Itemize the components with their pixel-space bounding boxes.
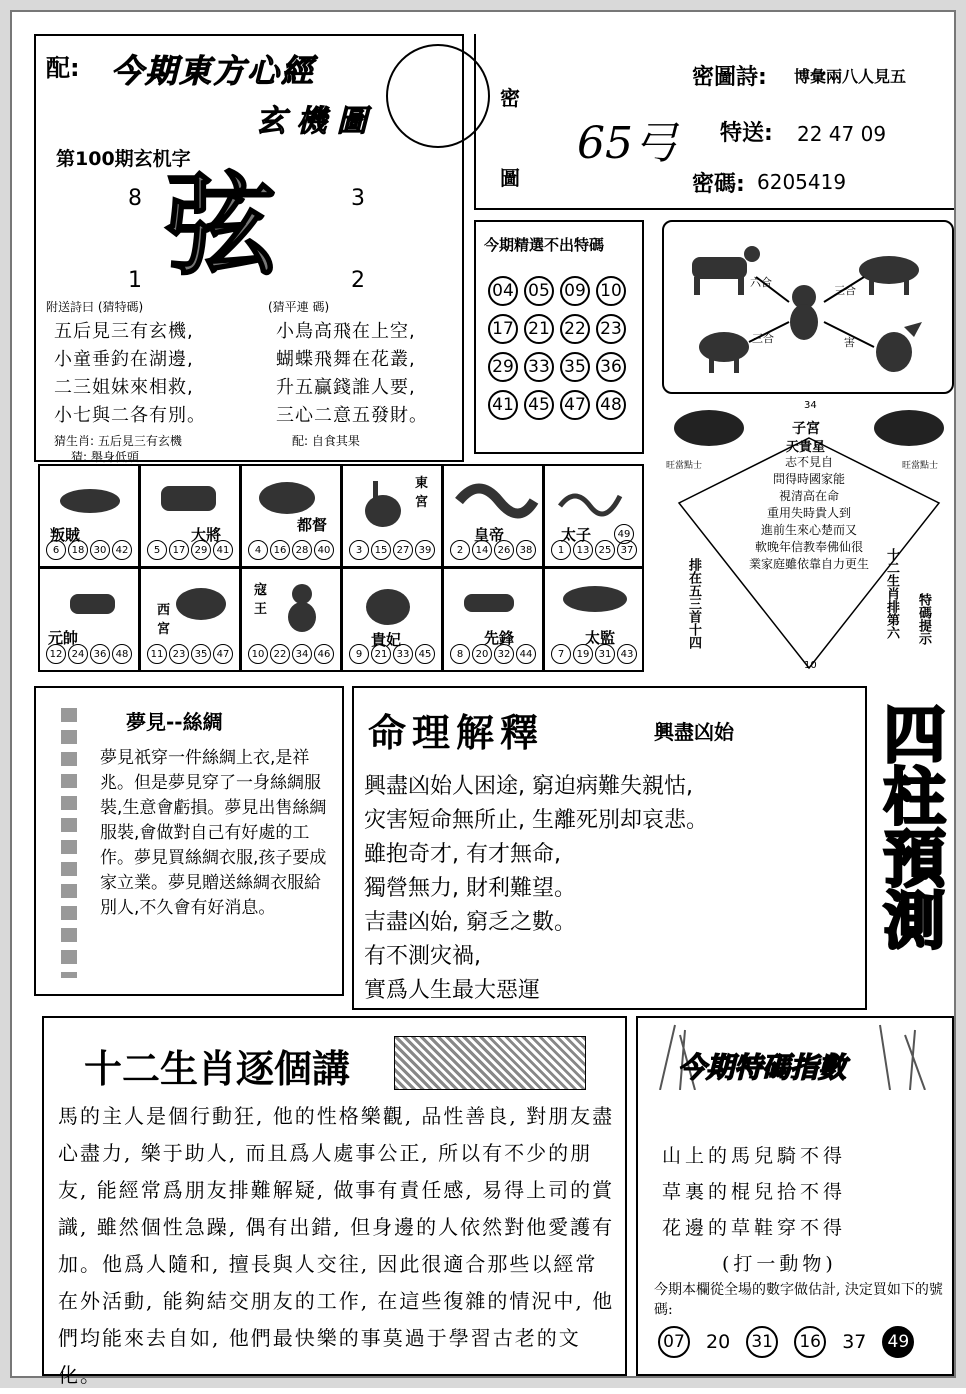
index-line: (打一動物)	[722, 1253, 837, 1275]
relations-diagram	[664, 222, 952, 392]
poem-left-line: 二三姐妹來相救,	[54, 377, 194, 398]
fate-box	[352, 686, 867, 1010]
zodiac-cell	[38, 464, 140, 568]
zodiac-cell	[240, 567, 342, 672]
poem-footer-left-1: 猜生肖: 五后見三有玄機	[54, 434, 182, 448]
zodiac-name: 太監	[585, 629, 616, 647]
palace-top-num: 34	[804, 400, 817, 411]
ox-icon	[141, 466, 239, 526]
secret-poem-label: 密圖詩:	[692, 65, 767, 90]
palace-line: 軟晚年信教奉佛仙很	[754, 540, 863, 554]
zodiac-cell	[543, 567, 644, 672]
fate-line: 有不測灾禍,	[364, 944, 481, 969]
gift-label: 特送:	[720, 121, 773, 146]
index-number: 37	[842, 1331, 867, 1353]
header-block	[34, 34, 464, 462]
pick-number: 29	[488, 352, 518, 382]
right-cloud-icon	[874, 410, 944, 446]
zodiac-name: 大將	[191, 526, 222, 544]
poem-footer-left-2: 猜: 舉身低頭	[71, 450, 139, 464]
index-number: 49	[882, 1326, 914, 1358]
twelve-title: 十二生肖逐個講	[84, 1047, 351, 1091]
index-number: 31	[746, 1326, 778, 1358]
poem-right-line: 小鳥高飛在上空,	[276, 321, 416, 342]
zodiac-name: 寇王	[254, 583, 268, 617]
rooster-icon	[876, 322, 922, 372]
zodiac-nums: 6 18 30 42	[46, 538, 134, 561]
header-title-line1: 今期東方心經	[111, 52, 316, 90]
index-line: 山上的馬兒騎不得	[662, 1145, 847, 1167]
index-number: 07	[658, 1326, 690, 1358]
zodiac-nums: 3 15 27 39	[349, 538, 437, 561]
relation-label: 六合	[750, 276, 772, 289]
index-number: 20	[706, 1331, 731, 1353]
twelve-decoration	[394, 1036, 586, 1090]
zodiac-cell	[442, 464, 544, 568]
palace-line: 進前生來心楚而又	[760, 523, 857, 537]
index-box	[636, 1016, 954, 1376]
pick-number: 23	[596, 314, 626, 344]
zodiac-name: 都督	[297, 516, 328, 534]
fate-title: 命理解釋	[368, 711, 545, 755]
index-note: 今期本欄從全場的數字做估計, 決定買如下的號碼:	[654, 1282, 943, 1318]
twelve-box	[42, 1016, 627, 1387]
pick-number: 33	[524, 352, 554, 382]
issue-label: 第100期玄机字	[56, 148, 191, 170]
zodiac-nums: 7 19 31 43	[551, 642, 639, 665]
zodiac-name: 叛賊	[50, 526, 81, 544]
poem-left-line: 小七與二各有別。	[54, 405, 206, 426]
relations-box	[662, 220, 954, 394]
palace-line: 志不見自	[784, 455, 833, 469]
header-prefix: 配:	[46, 54, 80, 82]
twelve-body: 馬的主人是個行動狂, 他的性格樂觀, 品性善良, 對朋友盡心盡力, 樂于助人, 而且爲人處事公正, 所以有不少的朋友, 能經常爲朋友排難解疑, 做事有責任感, 易得上司的賞識, 雖然個性急躁, 偶有出錯, 但身邊的人依然對他愛護有加。他爲人隨和, 擅長與人交往, 因此很適合那些以經常在外活動, 能夠結交朋友的工作, 在這些復雜的情況中, 他們均能來去自如, 他們最快樂的事莫過于學習古老的文化。	[58, 1104, 615, 1387]
palace-block	[664, 398, 954, 674]
sheep-icon	[699, 332, 749, 373]
poem-right	[276, 318, 428, 430]
handwritten-mark: 65弓	[577, 118, 677, 169]
index-line: 草裏的棍兒拾不得	[662, 1181, 847, 1203]
picks-title: 今期精選不出特碼	[484, 236, 605, 254]
fate-line: 實爲人生最大惡運	[364, 978, 541, 1003]
zodiac-grid	[38, 464, 644, 672]
corner-num-bl: 1	[128, 268, 142, 293]
zodiac-cell	[240, 464, 342, 568]
poem-left-title: 附送詩曰 (猜特碼)	[46, 300, 144, 314]
fate-line: 灾害短命無所止, 生離死別却哀悲。	[364, 808, 708, 833]
index-title: 今期特碼指數	[678, 1051, 847, 1084]
fate-line: 雖抱奇才, 有才無命,	[364, 842, 561, 867]
poem-left	[54, 318, 206, 430]
right-badge: 旺當點士	[902, 461, 939, 471]
fate-line: 吉盡凶始, 窮乏之數。	[364, 910, 576, 935]
palace-bottom-num: 10	[804, 660, 817, 671]
palace-line: 重用失時貴人到	[766, 506, 851, 520]
zodiac-nums: 12 24 36 48	[46, 642, 134, 665]
zodiac-cell	[341, 464, 443, 568]
side-vertical-2: 圖	[500, 166, 520, 190]
dream-body: 夢見祇穿一件絲綢上衣,是祥兆。但是夢見穿了一身絲綢服裝,生意會虧損。夢見出售絲綢服裝,會做對自己有好處的工作。夢見買絲綢衣服,孩子要成家立業。夢見贈送絲綢衣服給別人,不久會有好消息。	[100, 748, 327, 918]
zodiac-nums: 11 23 35 47	[147, 642, 235, 665]
zodiac-cell	[543, 464, 644, 568]
monkey-icon	[790, 285, 818, 340]
pick-number: 04	[488, 276, 518, 306]
poem-right-line: 蝴蝶飛舞在花叢,	[276, 349, 416, 370]
poem-footer-right: 配: 自食其果	[292, 434, 360, 448]
big-character: 弦	[166, 161, 276, 290]
pick-number: 35	[560, 352, 590, 382]
fate-line: 獨營無力, 財利難望。	[364, 876, 576, 901]
zodiac-nums: 4 16 28 40	[248, 538, 336, 561]
zodiac-nums: 10 22 34 46	[248, 642, 336, 665]
zodiac-name: 貴妃	[371, 631, 402, 649]
relation-label: 害	[844, 336, 855, 349]
secret-poem-value: 博彙兩八人見五	[794, 67, 907, 86]
goat-icon	[141, 569, 239, 639]
relation-label: 三合	[752, 332, 774, 345]
side-vertical-1: 密	[500, 86, 520, 110]
pick-number: 10	[596, 276, 626, 306]
fate-lines	[364, 770, 708, 1008]
zodiac-name: 西宮	[157, 603, 171, 637]
relation-label: 三合	[834, 284, 856, 297]
divider-horizontal	[474, 208, 954, 210]
poem-left-line: 五后見三有玄機,	[54, 321, 194, 342]
pick-number: 48	[596, 390, 626, 420]
zodiac-name: 皇帝	[474, 526, 505, 544]
picks-grid	[488, 276, 638, 420]
left-cloud-icon	[674, 410, 744, 446]
zodiac-name: 東宮	[415, 476, 429, 510]
zodiac-extra-num: 49	[614, 524, 634, 544]
header-title-line2: 玄 機 圖	[256, 104, 367, 139]
divider-vertical	[474, 34, 476, 210]
palace-title: 子宮	[792, 421, 820, 437]
zodiac-cell	[341, 567, 443, 672]
dream-decoration	[44, 708, 94, 978]
pillars-title: 四柱預測	[873, 702, 946, 950]
zodiac-name: 先鋒	[484, 629, 515, 647]
zodiac-nums: 1 13 25 37	[551, 538, 639, 561]
poem-right-title: (猜平連 碼)	[268, 300, 330, 314]
palace-hint-3: 排在五三首十四	[686, 558, 701, 649]
index-lines	[662, 1138, 846, 1282]
zodiac-cell	[139, 567, 241, 672]
pick-number: 05	[524, 276, 554, 306]
index-line: 花邊的草鞋穿不得	[662, 1217, 847, 1239]
left-badge: 旺當點士	[666, 461, 703, 471]
palace-line: 業家庭雖依靠自力更生	[748, 557, 869, 571]
poem-right-line: 三心二意五發財。	[276, 405, 428, 426]
corner-num-tl: 8	[128, 186, 142, 211]
code-label: 密碼:	[692, 172, 745, 197]
fate-line: 興盡凶始人困途, 窮迫病難失親怙,	[364, 774, 693, 799]
corner-num-br: 2	[351, 268, 365, 293]
zodiac-cell	[38, 567, 140, 672]
zodiac-cell	[442, 567, 544, 672]
palace-star: 天貴星	[786, 440, 826, 455]
poem-left-line: 小童垂釣在湖邊,	[54, 349, 194, 370]
code-value: 6205419	[757, 170, 847, 194]
pick-number: 47	[560, 390, 590, 420]
snake-icon	[545, 466, 643, 526]
pig-icon	[859, 256, 919, 295]
gift-value: 22 47 09	[797, 122, 887, 146]
pick-number: 22	[560, 314, 590, 344]
zodiac-nums: 8 20 32 44	[450, 642, 538, 665]
palace-line: 問得時國家能	[772, 472, 845, 486]
dream-title: 夢見--絲綢	[126, 710, 223, 734]
corner-num-tr: 3	[351, 186, 365, 211]
zodiac-nums: 2 14 26 38	[450, 538, 538, 561]
poem-right-line: 升五贏錢誰人要,	[276, 377, 416, 398]
pick-number: 17	[488, 314, 518, 344]
dragon-icon	[444, 466, 542, 526]
dream-box	[34, 686, 344, 996]
pick-number: 41	[488, 390, 518, 420]
index-number: 16	[794, 1326, 826, 1358]
zodiac-name: 元帥	[48, 629, 79, 647]
index-numbers	[658, 1326, 914, 1358]
palace-hint-1: 十二生肖排第六	[884, 548, 899, 639]
pick-number: 45	[524, 390, 554, 420]
picks-box	[474, 220, 644, 454]
fate-subtitle: 興盡凶始	[654, 720, 734, 744]
palace-hint-2: 特碼提示	[916, 593, 931, 645]
zodiac-nums: 5 17 29 41	[147, 538, 235, 561]
pick-number: 09	[560, 276, 590, 306]
zodiac-name: 太子	[561, 526, 592, 544]
zodiac-nums: 9 21 33 45	[349, 642, 437, 665]
rat-icon	[40, 466, 138, 526]
palace-line: 視清高在命	[778, 489, 839, 503]
pick-number: 36	[596, 352, 626, 382]
zodiac-cell	[139, 464, 241, 568]
pick-number: 21	[524, 314, 554, 344]
